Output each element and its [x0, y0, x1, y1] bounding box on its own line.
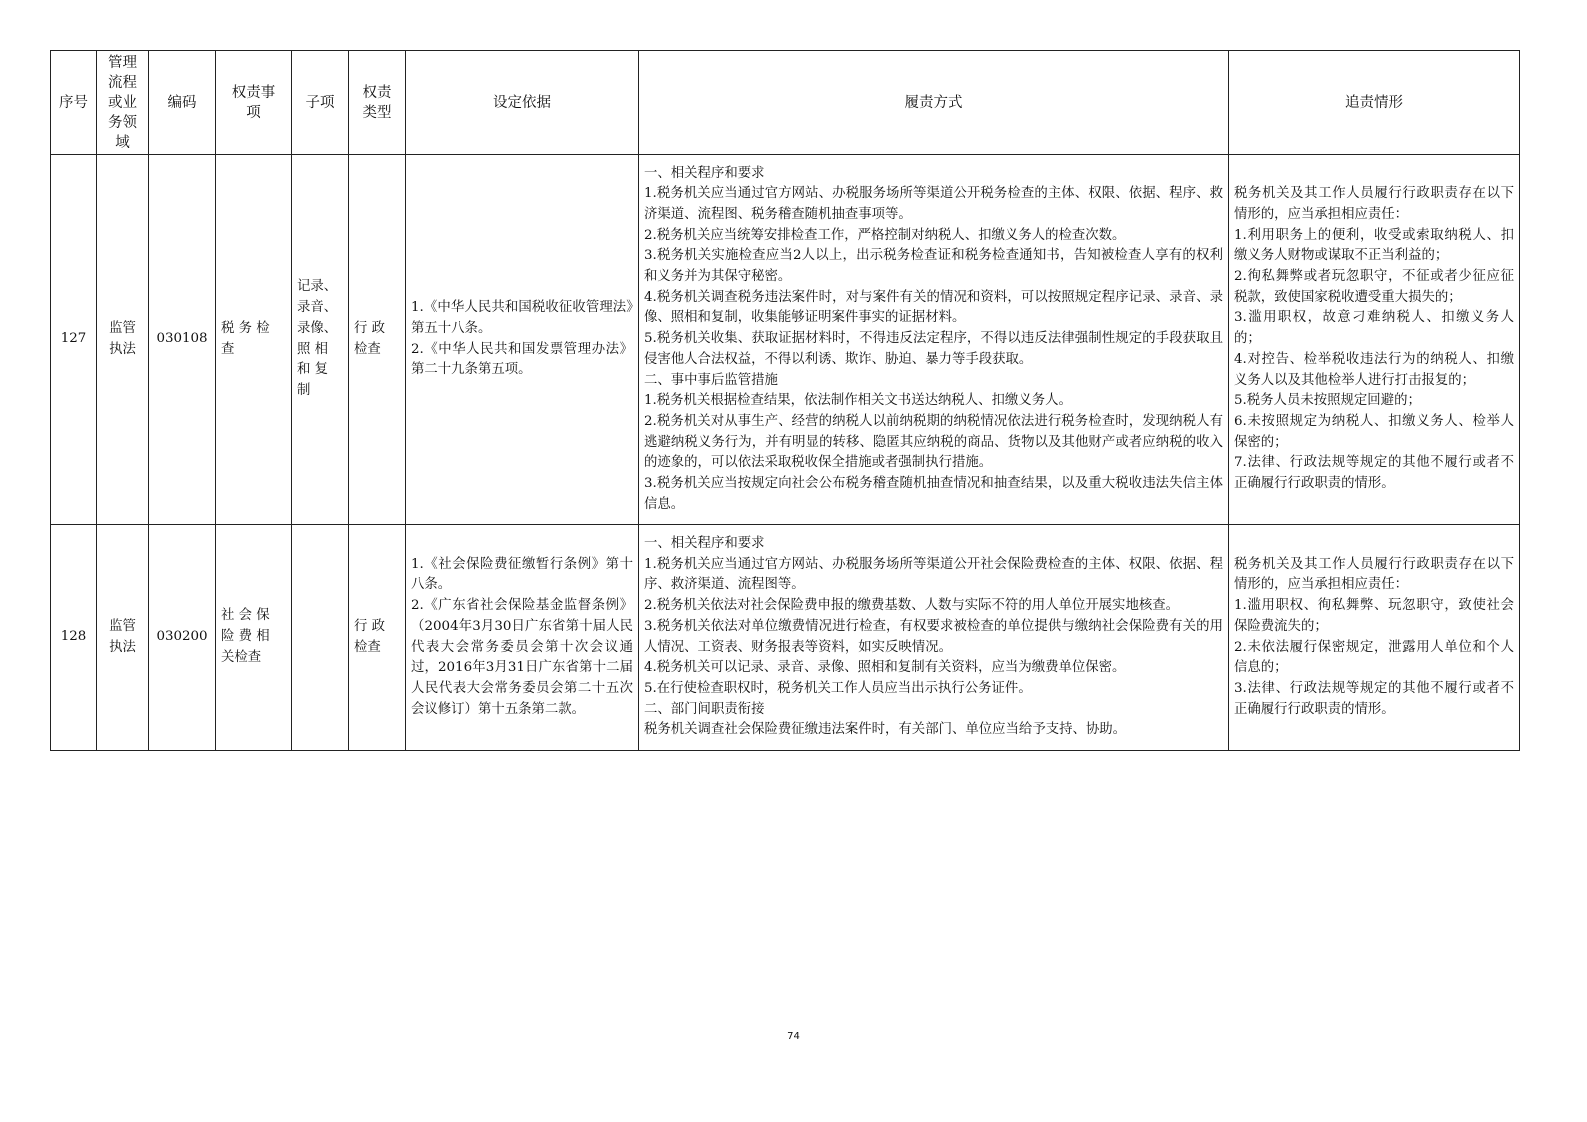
list-item: 税务机关及其工作人员履行行政职责存在以下情形的，应当承担相应责任： — [1234, 186, 1514, 222]
text-line: 关检查 — [221, 649, 262, 665]
list-item: 5.税务机关收集、获取证据材料时，不得违反法定程序，不得以违反法律强制性规定的手段获取且侵害他人合法权益，不得以利诱、欺诈、胁迫、暴力等手段获取。 — [644, 331, 1223, 367]
text-line: 记录、 — [297, 279, 338, 295]
row-subitem — [292, 525, 349, 751]
list-item: 5.税务人员未按照规定回避的； — [1234, 393, 1421, 409]
row-index: 128 — [51, 525, 97, 751]
list-item: 一、相关程序和要求 — [644, 535, 765, 551]
text-line: 录音、 — [297, 300, 338, 316]
list-item: 1.税务机关应当通过官方网站、办税服务场所等渠道公开社会保险费检查的主体、权限、依据、程序、救济渠道、流程图等。 — [644, 556, 1223, 593]
list-item: 一、相关程序和要求 — [644, 165, 765, 181]
text-line: 管理 — [108, 54, 137, 71]
text-line: 制 — [297, 382, 311, 398]
row-type — [349, 525, 406, 751]
text-line: 子项 — [305, 94, 335, 111]
list-item: 2.《广东省社会保险基金监督条例》（2004年3月30日广东省第十届人民代表大会常务委员会第十次会议通过，2016年3月31日广东省第十二届人民代表大会常务委员会第二十五次会议修订）第十五条第二款。 — [411, 598, 633, 717]
text-line: 监管 — [109, 320, 136, 336]
row-basis — [406, 155, 639, 525]
row-index: 127 — [51, 155, 97, 525]
list-item: 4.税务机关可以记录、录音、录像、照相和复制有关资料，应当为缴费单位保密。 — [644, 660, 1126, 676]
list-item: 3.法律、行政法规等规定的其他不履行或者不正确履行行政职责的情形。 — [1234, 680, 1514, 717]
list-item: 7.法律、行政法规等规定的其他不履行或者不正确履行行政职责的情形。 — [1234, 455, 1514, 492]
table-row — [51, 525, 1520, 751]
list-item: 5.在行使检查职权时，税务机关工作人员应当出示执行公务证件。 — [644, 680, 1032, 696]
row-accountability — [1229, 155, 1520, 525]
list-item: 4.税务机关调查税务违法案件时，对与案件有关的情况和资料，可以按照规定程序记录、录音、录像、照相和复制，收集能够证明案件事实的证据材料。 — [644, 289, 1223, 326]
list-item: 2.税务机关依法对社会保险费申报的缴费基数、人数与实际不符的用人单位开展实地核查。 — [644, 598, 1180, 614]
text-line: 行 政 — [354, 618, 386, 634]
row-domain — [97, 155, 149, 525]
list-item: 3.税务机关实施检查应当2人以上，出示税务检查证和税务检查通知书，告知被检查人享有的权利和义务并为其保守秘密。 — [644, 248, 1223, 285]
row-domain — [97, 525, 149, 751]
list-item: 1.滥用职权、徇私舞弊、玩忽职守，致使社会保险费流失的； — [1234, 598, 1514, 634]
row-item — [216, 525, 292, 751]
text-line: 照 相 — [297, 341, 329, 357]
duty-table — [50, 50, 1520, 751]
text-line: 社 会 保 — [221, 608, 270, 624]
list-item: 二、事中事后监管措施 — [644, 372, 778, 388]
list-item: 3.税务机关依法对单位缴费情况进行检查，有权要求被检查的单位提供与缴纳社会保险费有关的用人情况、工资表、财务报表等资料，如实反映情况。 — [644, 618, 1223, 655]
text-line: 险 费 相 — [221, 629, 270, 645]
text-line: 录像、 — [297, 320, 338, 336]
header-basis — [406, 51, 639, 155]
list-item: 1.《社会保险费征缴暂行条例》第十八条。 — [411, 556, 633, 593]
list-item: 1.税务机关应当通过官方网站、办税服务场所等渠道公开税务检查的主体、权限、依据、程序、救济渠道、流程图、税务稽查随机抽查事项等。 — [644, 186, 1223, 222]
header-index — [51, 51, 97, 155]
row-method — [639, 155, 1229, 525]
text-line: 流程 — [108, 74, 137, 91]
text-line: 履责方式 — [904, 94, 963, 111]
text-line: 务领 — [108, 114, 137, 131]
list-item: 2.徇私舞弊或者玩忽职守，不征或者少征应征税款，致使国家税收遭受重大损失的； — [1234, 269, 1514, 305]
text-line: 编码 — [167, 94, 197, 111]
header-row — [51, 51, 1520, 155]
text-line: 执法 — [109, 639, 136, 655]
list-item: 3.税务机关应当按规定向社会公布税务稽查随机抽查情况和抽查结果，以及重大税收违法失信主体信息。 — [644, 476, 1223, 512]
text-line: 域 — [115, 134, 130, 151]
header-subitem — [292, 51, 349, 155]
text-line: 检查 — [354, 341, 381, 357]
row-basis — [406, 525, 639, 751]
list-item: 二、部门间职责衔接 — [644, 701, 765, 717]
row-code: 030200 — [149, 525, 216, 751]
text-line: 序号 — [59, 94, 88, 111]
row-type — [349, 155, 406, 525]
list-item: 2.未依法履行保密规定，泄露用人单位和个人信息的； — [1234, 639, 1514, 676]
text-line: 或业 — [108, 94, 137, 111]
list-item: 4.对控告、检举税收违法行为的纳税人、扣缴义务人以及其他检举人进行打击报复的； — [1234, 351, 1514, 388]
text-line: 税 务 检 — [221, 320, 270, 336]
text-line: 设定依据 — [493, 94, 551, 111]
table-row — [51, 155, 1520, 525]
header-code — [149, 51, 216, 155]
list-item: 税务机关及其工作人员履行行政职责存在以下情形的，应当承担相应责任： — [1234, 556, 1514, 593]
text-line: 项 — [246, 104, 261, 121]
list-item: 1.利用职务上的便利，收受或索取纳税人、扣缴义务人财物或谋取不正当利益的； — [1234, 227, 1514, 264]
text-line: 权责事 — [231, 84, 276, 101]
page-number: 74 — [787, 1031, 800, 1042]
header-accountability — [1229, 51, 1520, 155]
text-line: 类型 — [362, 104, 392, 121]
header-item — [216, 51, 292, 155]
text-line: 追责情形 — [1345, 94, 1403, 111]
row-subitem — [292, 155, 349, 525]
list-item: 6.未按照规定为纳税人、扣缴义务人、检举人保密的； — [1234, 413, 1514, 450]
list-item: 1.税务机关根据检查结果，依法制作相关文书送达纳税人、扣缴义务人。 — [644, 393, 1072, 409]
text-line: 执法 — [109, 341, 136, 357]
row-code: 030108 — [149, 155, 216, 525]
list-item: 2.税务机关对从事生产、经营的纳税人以前纳税期的纳税情况依法进行税务检查时，发现纳税人有逃避纳税义务行为，并有明显的转移、隐匿其应纳税的商品、货物以及其他财产或者应纳税的收入的迹象的，可以依法采取税收保全措施或者强制执行措施。 — [644, 413, 1223, 471]
list-item: 2.税务机关应当统筹安排检查工作，严格控制对纳税人、扣缴义务人的检查次数。 — [644, 227, 1126, 243]
text-line: 监管 — [109, 618, 136, 634]
header-domain — [97, 51, 149, 155]
list-item: 1.《中华人民共和国税收征收管理法》第五十八条。 — [411, 300, 633, 336]
text-line: 权责 — [362, 84, 392, 101]
text-line: 和 复 — [297, 362, 329, 378]
list-item: 3.滥用职权，故意刁难纳税人、扣缴义务人的； — [1234, 310, 1514, 347]
row-item — [216, 155, 292, 525]
list-item: 2.《中华人民共和国发票管理办法》第二十九条第五项。 — [411, 341, 633, 378]
row-accountability — [1229, 525, 1520, 751]
header-method — [639, 51, 1229, 155]
text-line: 检查 — [354, 639, 381, 655]
text-line: 查 — [221, 341, 235, 357]
header-type — [349, 51, 406, 155]
text-line: 行 政 — [354, 320, 386, 336]
list-item: 税务机关调查社会保险费征缴违法案件时，有关部门、单位应当给予支持、协助。 — [644, 722, 1127, 738]
row-method — [639, 525, 1229, 751]
